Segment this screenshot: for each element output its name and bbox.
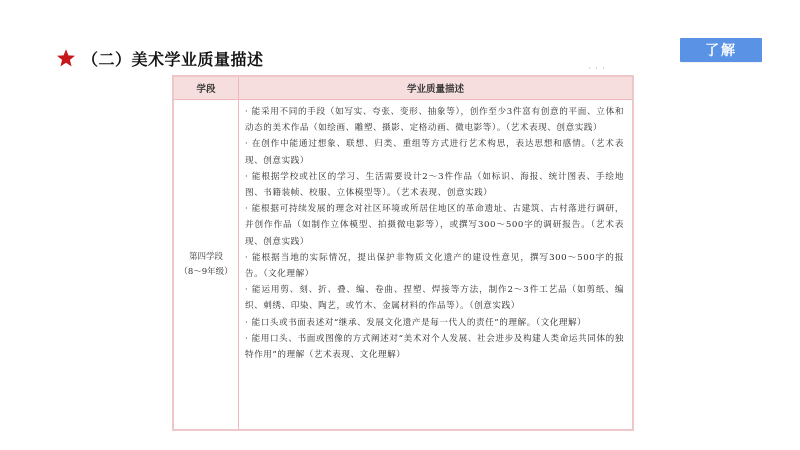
table-body-row xyxy=(174,100,632,429)
stage-grades: （8～9年级） xyxy=(179,266,233,277)
stage-cell xyxy=(174,100,239,429)
section-title-row xyxy=(56,43,264,73)
learn-more-button[interactable]: 了解 xyxy=(680,38,762,62)
column-header-stage: 学段 xyxy=(174,77,239,99)
star-icon xyxy=(56,48,76,68)
description-item: · 能口头或书面表述对“继承、发展文化遗产是每一代人的责任”的理解。（文化理解） xyxy=(245,317,587,328)
description-item: · 在创作中能通过想象、联想、归类、重组等方式进行艺术构思，表达思想和感情。（艺术表现、创意实践） xyxy=(245,139,624,166)
description-item: · 能用口头、书面或图像的方式阐述对“美术对个人发展、社会进步及构建人类命运共同体的独特作用”的理解（艺术表现、文化理解） xyxy=(245,333,624,361)
description-item: · 能运用剪、刻、折、叠、编、卷曲、捏塑、焊接等方法，制作2～3件工艺品（如剪纸、编织、刺绣、印染、陶艺，或竹木、金属材料的作品等）。（创意实践） xyxy=(245,285,624,312)
quality-description-table xyxy=(172,75,634,431)
description-cell xyxy=(239,100,632,429)
description-item: · 能根据可持续发展的理念对社区环境或所居住地区的革命遗址、古建筑、古村落进行调研，并创作作品（如制作立体模型、拍摄微电影等），或撰写300～500字的调研报告。（艺术表现、创意实践） xyxy=(245,204,624,247)
page-title: （二）美术学业质量描述 xyxy=(82,49,264,69)
table-header-row xyxy=(174,77,632,100)
stage-name: 第四学段 xyxy=(188,251,223,262)
description-item: · 能根据学校或社区的学习、生活需要设计2～3件作品（如标识、海报、统计图表、手绘地图、书籍装帧、校服、立体模型等）。（艺术表现、创意实践） xyxy=(245,171,624,199)
decorative-dots: · · · xyxy=(588,64,606,73)
column-header-description: 学业质量描述 xyxy=(406,84,464,95)
description-item: · 能采用不同的手段（如写实、夸张、变形、抽象等），创作至少3件富有创意的平面、立体和动态的美术作品（如绘画、雕塑、摄影、定格动画、微电影等）。（艺术表现、创意实践） xyxy=(245,107,624,134)
description-item: · 能根据当地的实际情况，提出保护非物质文化遗产的建设性意见，撰写300～500字的报告。（文化理解） xyxy=(245,252,624,280)
